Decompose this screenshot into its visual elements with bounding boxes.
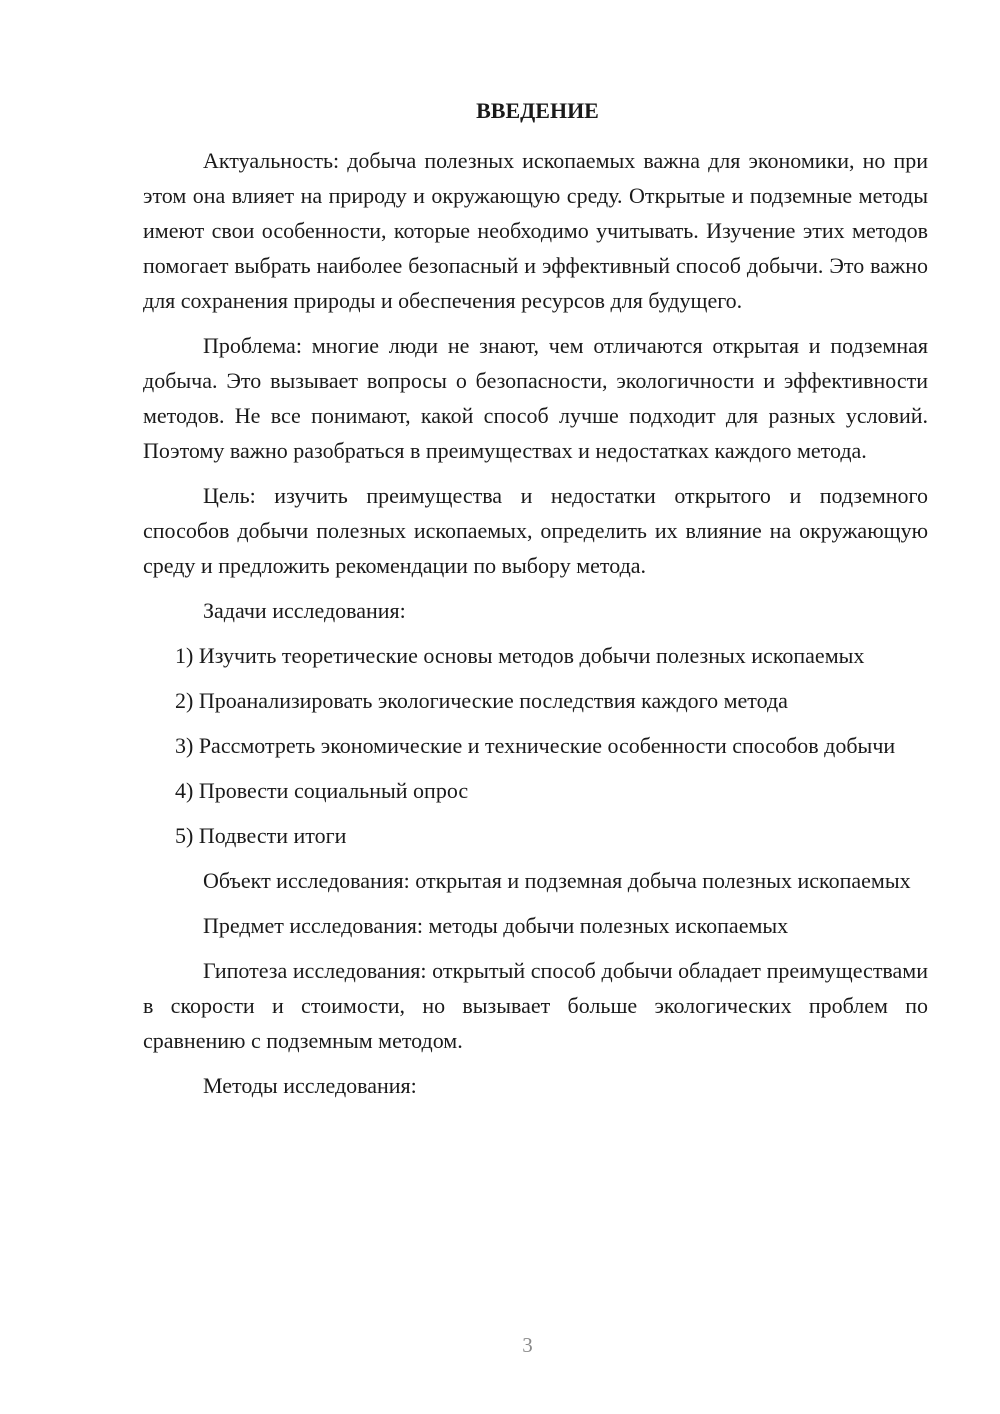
- methods-heading: Методы исследования:: [203, 1073, 417, 1098]
- page-title: ВВЕДЕНИЕ: [476, 98, 599, 123]
- document-body: [143, 143, 928, 1113]
- task-item-2: 2) Проанализировать экологические последствия каждого метода: [175, 688, 788, 713]
- paragraph-subject: Предмет исследования: методы добычи полезных ископаемых: [203, 913, 789, 938]
- document-page: [143, 0, 928, 1414]
- task-item-5: 5) Подвести итоги: [175, 823, 347, 848]
- paragraph-hypothesis: Гипотеза исследования: открытый способ добычи обладает преимуществами в скорости и стоимости, но вызывает больше экологических проблем по сравнению с подземным методом.: [143, 958, 928, 1053]
- task-item-4: 4) Провести социальный опрос: [175, 778, 469, 803]
- task-item-1: 1) Изучить теоретические основы методов добычи полезных ископаемых: [175, 643, 865, 668]
- paragraph-problem: Проблема: многие люди не знают, чем отличаются открытая и подземная добыча. Это вызывает вопросы о безопасности, экологичности и эффективности методов. Не все понимают, какой способ лучше подходит для разных условий. Поэтому важно разобраться в преимуществах и недостатках каждого метода.: [143, 333, 928, 463]
- page-number: 3: [522, 1333, 533, 1357]
- paragraph-goal: Цель: изучить преимущества и недостатки открытого и подземного способов добычи полезных ископаемых, определить их влияние на окружающую среду и предложить рекомендации по выбору метода.: [143, 483, 928, 578]
- paragraph-object: Объект исследования: открытая и подземная добыча полезных ископаемых: [203, 868, 911, 893]
- paragraph-relevance: Актуальность: добыча полезных ископаемых важна для экономики, но при этом она влияет на природу и окружающую среду. Открытые и подземные методы имеют свои особенности, которые необходимо учитывать. Изучение этих методов помогает выбрать наиболее безопасный и эффективный способ добычи. Это важно для сохранения природы и обеспечения ресурсов для будущего.: [143, 148, 928, 313]
- task-item-3: 3) Рассмотреть экономические и технические особенности способов добычи: [175, 733, 896, 758]
- tasks-heading: Задачи исследования:: [203, 598, 406, 623]
